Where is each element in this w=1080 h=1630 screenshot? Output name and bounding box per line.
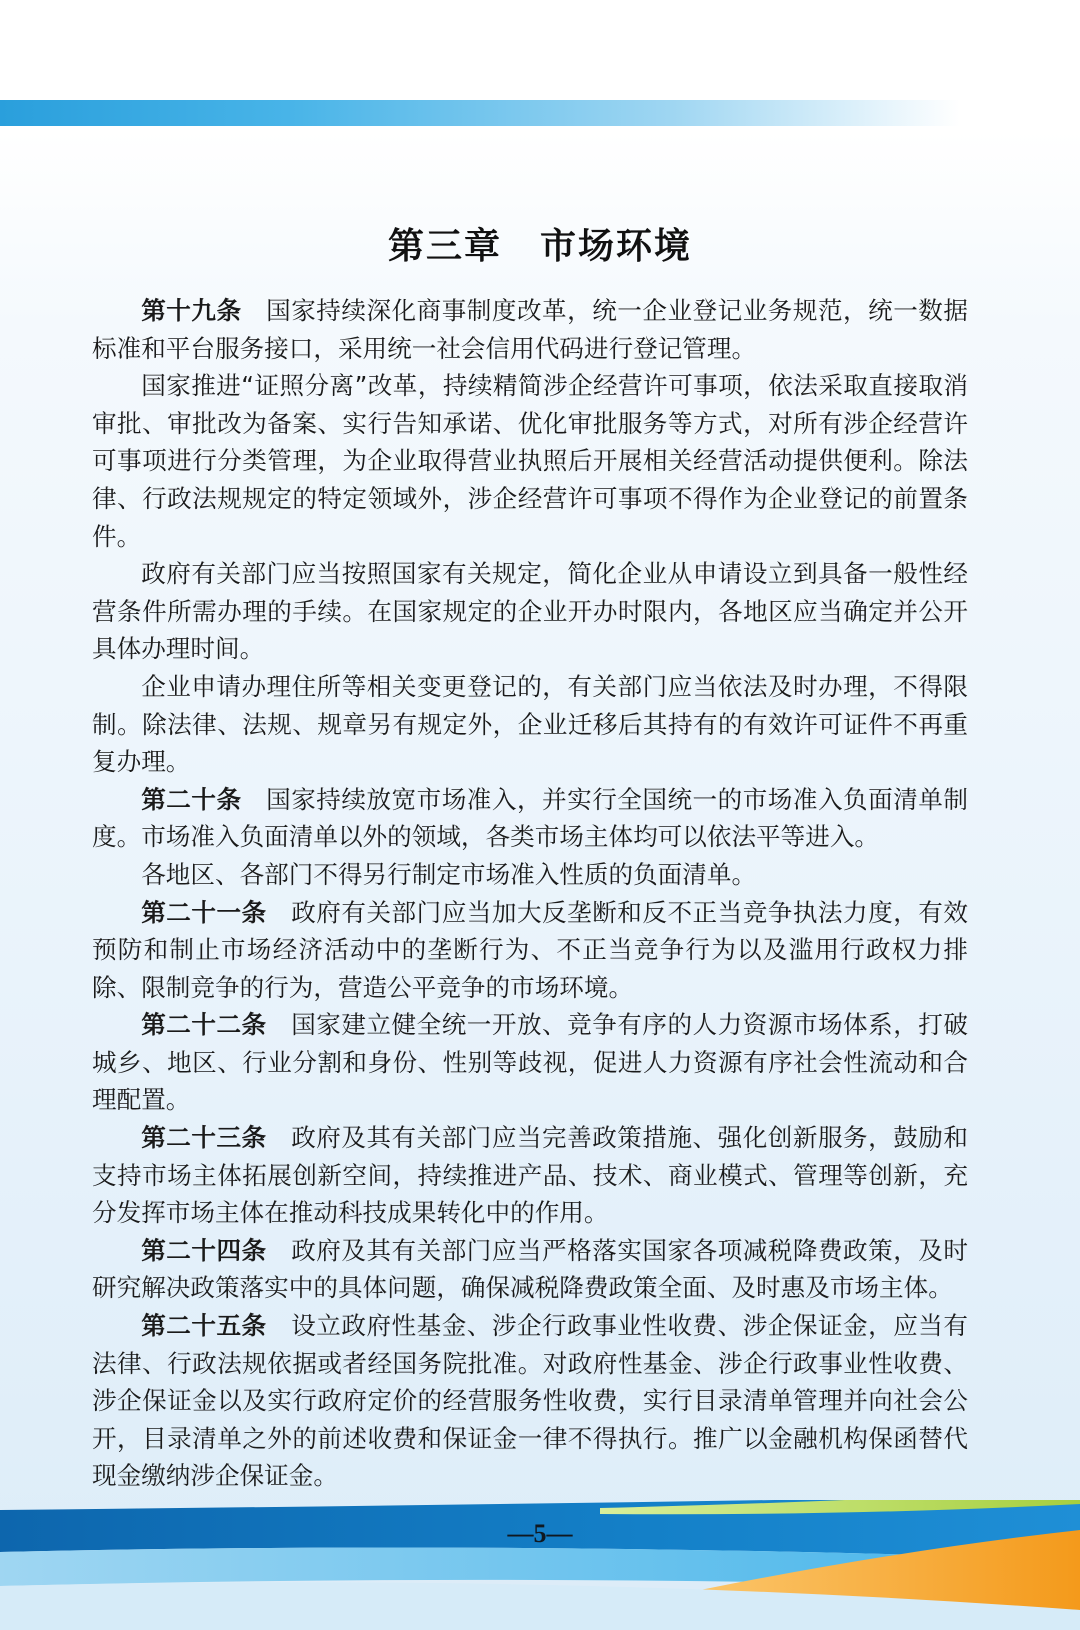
paragraph-text: 国家推进“证照分离”改革，持续精简涉企经营许可事项，依法采取直接取消审批、审批改为备案、实行告知承诺、优化审批服务等方式，对所有涉企经营许可事项进行分类管理，为企业取得营业执照后开展相关经营活动提供便利。除法律、行政法规规定的特定领域外，涉企经营许可事项不得作为企业登记的前置条件。 [92, 371, 968, 551]
article-label: 第二十三条 [141, 1123, 267, 1153]
paragraph-text: 政府及其有关部门应当严格落实国家各项减税降费政策，及时研究解决政策落实中的具体问题，确保减税降费政策全面、及时惠及市场主体。 [92, 1235, 968, 1303]
paragraph-text: 国家持续深化商事制度改革，统一企业登记业务规范，统一数据标准和平台服务接口，采用统一社会信用代码进行登记管理。 [92, 296, 968, 363]
chapter-title: 第三章 市场环境 [387, 226, 692, 268]
paragraph-text: 政府有关部门应当按照国家有关规定，简化企业从申请设立到具备一般性经营条件所需办理的手续。在国家规定的企业开办时限内，各地区应当确定并公开具体办理时间。 [92, 559, 968, 664]
page-number: —5— [507, 1519, 573, 1548]
paragraph-text: 政府有关部门应当加大反垄断和反不正当竞争执法力度，有效预防和制止市场经济活动中的垄断行为、不正当竞争行为以及滥用行政权力排除、限制竞争的行为，营造公平竞争的市场环境。 [92, 897, 968, 1002]
article-body [92, 292, 968, 1495]
paragraph-text: 政府及其有关部门应当完善政策措施、强化创新服务，鼓励和支持市场主体拓展创新空间，持续推进产品、技术、商业模式、管理等创新，充分发挥市场主体在推动科技成果转化中的作用。 [92, 1123, 968, 1228]
paragraph [92, 1006, 968, 1119]
paragraph [92, 367, 968, 555]
paragraph-text: 设立政府性基金、涉企行政事业性收费、涉企保证金，应当有法律、行政法规依据或者经国务院批准。对政府性基金、涉企行政事业性收费、涉企保证金以及实行政府定价的经营服务性收费，实行目录清单管理并向社会公开，目录清单之外的前述收费和保证金一律不得执行。推广以金融机构保函替代现金缴纳涉企保证金。 [92, 1311, 968, 1491]
article-label: 第二十条 [141, 784, 242, 814]
paragraph [92, 781, 968, 856]
article-label: 第十九条 [141, 296, 242, 325]
header-decorative-band [0, 100, 960, 126]
paragraph [92, 292, 968, 367]
paragraph-text: 国家建立健全统一开放、竞争有序的人力资源市场体系，打破城乡、地区、行业分割和身份、性别等歧视，促进人力资源有序社会性流动和合理配置。 [92, 1010, 968, 1115]
paragraph [92, 1119, 968, 1232]
paragraph-text: 各地区、各部门不得另行制定市场准入性质的负面清单。 [141, 859, 757, 889]
article-label: 第二十二条 [141, 1010, 267, 1040]
paragraph [92, 894, 968, 1007]
paragraph [92, 1232, 968, 1307]
paragraph [92, 668, 968, 781]
article-label: 第二十一条 [141, 897, 267, 927]
paragraph [92, 856, 968, 894]
article-label: 第二十四条 [141, 1235, 267, 1265]
paragraph [92, 1307, 968, 1495]
paragraph-text: 企业申请办理住所等相关变更登记的，有关部门应当依法及时办理，不得限制。除法律、法规、规章另有规定外，企业迁移后其持有的有效许可证件不再重复办理。 [92, 671, 968, 777]
paragraph [92, 555, 968, 668]
paragraph-text: 国家持续放宽市场准入，并实行全国统一的市场准入负面清单制度。市场准入负面清单以外的领域，各类市场主体均可以依法平等进入。 [92, 784, 968, 852]
article-label: 第二十五条 [141, 1311, 267, 1341]
